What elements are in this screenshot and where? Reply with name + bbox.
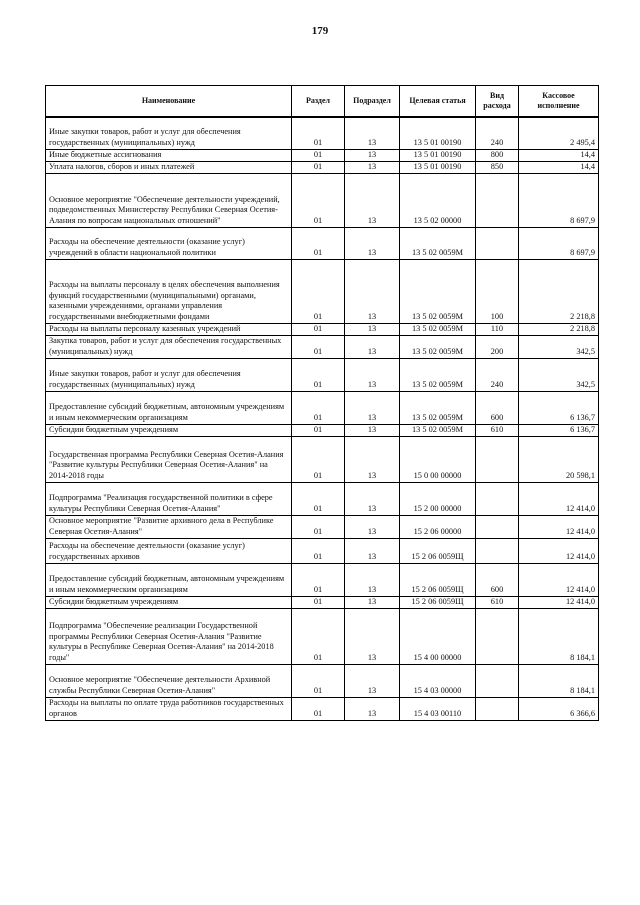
table-row [46,391,599,424]
cell-name: Закупка товаров, работ и услуг для обеспечения государственных (муниципальных) нужд [46,335,292,358]
cell-type [476,608,519,664]
cell-target: 13 5 01 00190 [400,149,476,161]
table-row [46,664,599,697]
cell-name: Расходы на выплаты по оплате труда работников государственных органов [46,697,292,720]
cell-name: Расходы на обеспечение деятельности (оказание услуг) государственных архивов [46,538,292,563]
table-row [46,117,599,149]
table-row [46,436,599,482]
cell-target: 13 5 01 00190 [400,117,476,149]
table-row [46,424,599,436]
cell-type: 610 [476,424,519,436]
cell-amount: 12 414,0 [519,596,599,608]
table-header-row [46,86,599,118]
cell-section: 01 [292,664,345,697]
cell-type: 800 [476,149,519,161]
cell-name: Иные бюджетные ассигнования [46,149,292,161]
cell-target: 15 0 00 00000 [400,436,476,482]
cell-type [476,538,519,563]
cell-type [476,227,519,259]
cell-amount: 14,4 [519,161,599,173]
cell-section: 01 [292,117,345,149]
cell-name: Иные закупки товаров, работ и услуг для обеспечения государственных (муниципальных) нужд [46,358,292,391]
cell-amount: 2 218,8 [519,259,599,323]
cell-target: 15 2 00 00000 [400,482,476,515]
table-row [46,596,599,608]
cell-amount: 20 598,1 [519,436,599,482]
cell-amount: 342,5 [519,335,599,358]
header-name: Наименование [46,86,292,118]
cell-subsection: 13 [345,515,400,538]
cell-subsection: 13 [345,482,400,515]
cell-target: 15 4 00 00000 [400,608,476,664]
cell-name: Уплата налогов, сборов и иных платежей [46,161,292,173]
table-row [46,358,599,391]
cell-section: 01 [292,608,345,664]
cell-section: 01 [292,515,345,538]
cell-type: 240 [476,117,519,149]
cell-amount: 12 414,0 [519,538,599,563]
cell-target: 13 5 02 0059М [400,358,476,391]
cell-target: 15 2 06 0059Щ [400,596,476,608]
cell-type: 100 [476,259,519,323]
cell-amount: 342,5 [519,358,599,391]
cell-subsection: 13 [345,436,400,482]
header-type: Вид расхода [476,86,519,118]
cell-amount: 12 414,0 [519,515,599,538]
cell-name: Расходы на выплаты персоналу казенных учреждений [46,323,292,335]
cell-amount: 6 366,6 [519,697,599,720]
cell-section: 01 [292,149,345,161]
cell-name: Иные закупки товаров, работ и услуг для обеспечения государственных (муниципальных) нужд [46,117,292,149]
table-row [46,482,599,515]
cell-subsection: 13 [345,538,400,563]
cell-type: 240 [476,358,519,391]
cell-subsection: 13 [345,391,400,424]
table-row [46,173,599,227]
cell-subsection: 13 [345,697,400,720]
cell-target: 13 5 02 0059М [400,323,476,335]
cell-amount: 8 184,1 [519,608,599,664]
cell-name: Государственная программа Республики Северная Осетия-Алания "Развитие культуры Республики Северная Осетия-Алания" на 2014-2018 годы [46,436,292,482]
cell-amount: 8 184,1 [519,664,599,697]
cell-name: Основное мероприятие "Обеспечение деятельности Архивной службы Республики Северная Осетия-Алания" [46,664,292,697]
cell-name: Субсидии бюджетным учреждениям [46,424,292,436]
cell-section: 01 [292,697,345,720]
header-amount: Кассовое исполнение [519,86,599,118]
cell-name: Подпрограмма "Реализация государственной политики в сфере культуры Республики Северная Осетия-Алания" [46,482,292,515]
cell-amount: 12 414,0 [519,482,599,515]
cell-section: 01 [292,424,345,436]
cell-name: Расходы на обеспечение деятельности (оказание услуг) учреждений в области национальной политики [46,227,292,259]
cell-target: 15 2 06 00000 [400,515,476,538]
cell-type: 600 [476,391,519,424]
cell-section: 01 [292,259,345,323]
cell-name: Предоставление субсидий бюджетным, автономным учреждениям и иным некоммерческим организациям [46,391,292,424]
cell-subsection: 13 [345,259,400,323]
cell-amount: 6 136,7 [519,391,599,424]
cell-subsection: 13 [345,161,400,173]
cell-name: Предоставление субсидий бюджетным, автономным учреждениям и иным некоммерческим организациям [46,563,292,596]
cell-section: 01 [292,596,345,608]
cell-type [476,436,519,482]
cell-subsection: 13 [345,358,400,391]
cell-target: 13 5 02 0059М [400,391,476,424]
cell-type: 850 [476,161,519,173]
cell-section: 01 [292,482,345,515]
cell-type [476,173,519,227]
cell-type: 600 [476,563,519,596]
header-section: Раздел [292,86,345,118]
table-row [46,697,599,720]
cell-section: 01 [292,161,345,173]
cell-subsection: 13 [345,323,400,335]
cell-amount: 8 697,9 [519,227,599,259]
cell-target: 13 5 02 0059М [400,227,476,259]
cell-target: 13 5 02 0059М [400,259,476,323]
cell-amount: 6 136,7 [519,424,599,436]
header-subsection: Подраздел [345,86,400,118]
cell-amount: 2 495,4 [519,117,599,149]
cell-name: Основное мероприятие "Обеспечение деятельности учреждений, подведомственных Министерству Республики Северная Осетия-Алания по вопросам национальных отношений" [46,173,292,227]
cell-target: 15 2 06 0059Щ [400,563,476,596]
table-row [46,538,599,563]
cell-type [476,482,519,515]
cell-section: 01 [292,335,345,358]
cell-type [476,664,519,697]
cell-type: 200 [476,335,519,358]
cell-target: 15 4 03 00110 [400,697,476,720]
cell-target: 15 2 06 0059Щ [400,538,476,563]
cell-amount: 12 414,0 [519,563,599,596]
cell-amount: 2 218,8 [519,323,599,335]
cell-subsection: 13 [345,335,400,358]
table-row [46,227,599,259]
cell-type: 110 [476,323,519,335]
table-row [46,515,599,538]
cell-section: 01 [292,538,345,563]
cell-amount: 8 697,9 [519,173,599,227]
cell-target: 13 5 02 00000 [400,173,476,227]
table-row [46,259,599,323]
cell-target: 13 5 02 0059М [400,335,476,358]
cell-subsection: 13 [345,173,400,227]
budget-table [45,85,599,721]
table-row [46,161,599,173]
cell-section: 01 [292,436,345,482]
cell-section: 01 [292,358,345,391]
table-row [46,563,599,596]
cell-subsection: 13 [345,608,400,664]
cell-section: 01 [292,323,345,335]
cell-target: 15 4 03 00000 [400,664,476,697]
cell-name: Субсидии бюджетным учреждениям [46,596,292,608]
table-row [46,608,599,664]
cell-subsection: 13 [345,117,400,149]
cell-section: 01 [292,173,345,227]
cell-name: Подпрограмма "Обеспечение реализации Государственной программы Республики Северная Осетия-Алания "Развитие культуры в Республике Северная Осетия-Алания" на 2014-2018 годы" [46,608,292,664]
table-row [46,323,599,335]
table-row [46,149,599,161]
cell-subsection: 13 [345,664,400,697]
cell-type: 610 [476,596,519,608]
cell-target: 13 5 02 0059М [400,424,476,436]
cell-name: Расходы на выплаты персоналу в целях обеспечения выполнения функций государственными (муниципальными) органами, казенными учреждениями, органами управления государственными внебюджетными фондами [46,259,292,323]
cell-subsection: 13 [345,149,400,161]
cell-section: 01 [292,563,345,596]
cell-type [476,697,519,720]
cell-target: 13 5 01 00190 [400,161,476,173]
cell-type [476,515,519,538]
cell-name: Основное мероприятие "Развитие архивного дела в Республике Северная Осетия-Алания" [46,515,292,538]
table-row [46,335,599,358]
cell-amount: 14,4 [519,149,599,161]
cell-section: 01 [292,391,345,424]
cell-subsection: 13 [345,563,400,596]
header-target: Целевая статья [400,86,476,118]
cell-subsection: 13 [345,227,400,259]
page-number: 179 [311,25,329,37]
cell-section: 01 [292,227,345,259]
cell-subsection: 13 [345,424,400,436]
cell-subsection: 13 [345,596,400,608]
